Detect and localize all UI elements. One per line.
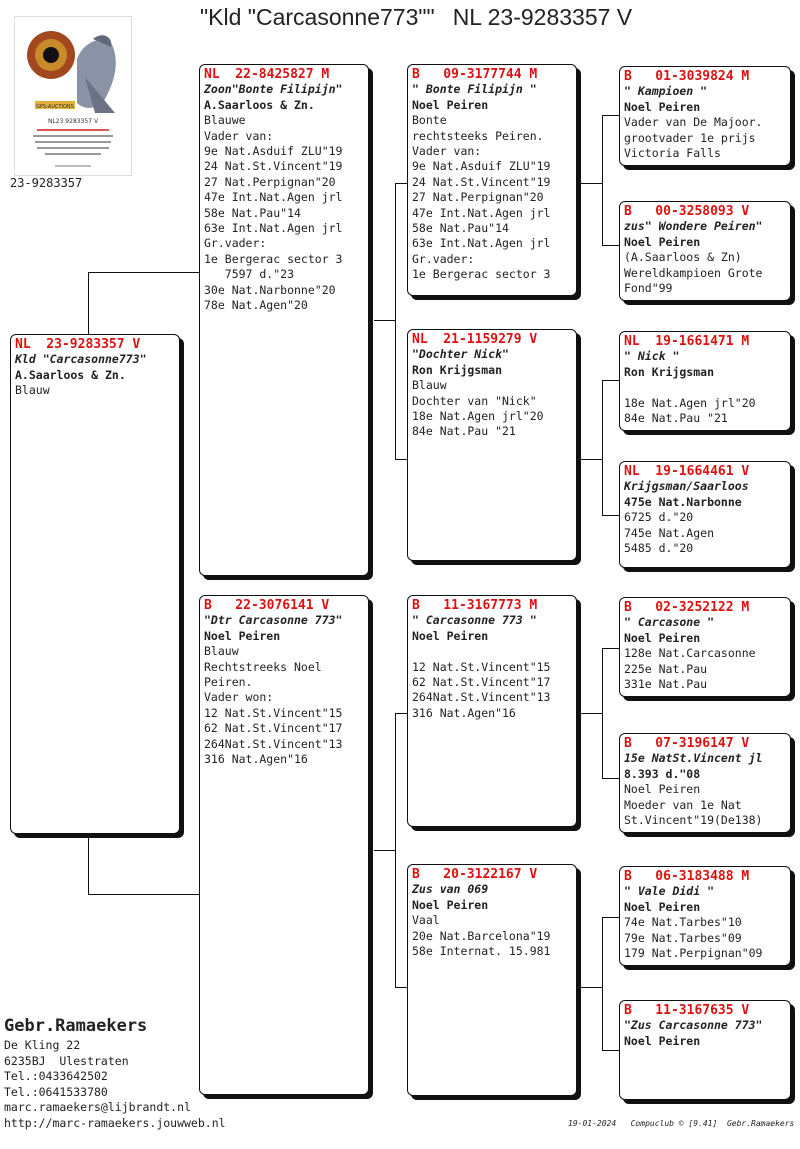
info-line: Fond"99 [624, 281, 673, 296]
breeder-contact [4, 1038, 226, 1132]
info-line: 745e Nat.Agen [624, 525, 715, 540]
info-line: 264Nat.St.Vincent"13 [204, 736, 343, 751]
info-line: 74e Nat.Tarbes"10 [624, 915, 742, 930]
phone-line: Tel.:0433642502 [4, 1069, 108, 1084]
pigeon-name: " Bonte Filipijn " [412, 82, 537, 97]
city-line: 6235BJ Ulestraten [4, 1053, 129, 1068]
info-line: 47e Int.Nat.Agen jrl [412, 205, 551, 220]
owner-name: Noel Peiren [412, 897, 489, 912]
info-line: 5485 d."20 [624, 541, 694, 556]
info-line: 264Nat.St.Vincent"13 [412, 690, 551, 705]
address-line: De Kling 22 [4, 1038, 81, 1052]
photo-caption: NL23 9283357 V [47, 118, 99, 125]
pigeon-name: zus" Wondere Peiren" [624, 219, 763, 234]
info-line [412, 644, 572, 659]
ring-number: NL 19-1664461 V [624, 464, 750, 479]
info-line [624, 380, 786, 395]
info-line: Vader van De Majoor. [624, 115, 763, 130]
info-line: 20e Nat.Barcelona"19 [412, 928, 551, 943]
pigeon-name: "Dochter Nick" [412, 347, 509, 362]
info-line: Vader van: [204, 128, 274, 143]
info-line: 47e Int.Nat.Agen jrl [204, 190, 343, 205]
owner-name: 8.393 d."08 [624, 766, 701, 781]
owner-name: 475e Nat.Narbonne [624, 494, 742, 509]
ring-number: B 09-3177744 M [412, 67, 538, 82]
info-line: 6725 d."20 [624, 510, 694, 525]
pedigree-card-fm[interactable] [407, 329, 577, 561]
ring-number: B 11-3167773 M [412, 598, 538, 613]
info-line: 128e Nat.Carcasonne [624, 646, 756, 661]
info-line: 63e Int.Nat.Agen jrl [412, 236, 551, 251]
info-line: Victoria Falls [624, 146, 721, 161]
info-line: Wereldkampioen Grote [624, 265, 763, 280]
info-line: 24 Nat.St.Vincent"19 [412, 174, 551, 189]
info-line: 79e Nat.Tarbes"09 [624, 930, 742, 945]
owner-name: Noel Peiren [624, 899, 701, 914]
pigeon-name: "Dtr Carcasonne 773" [204, 613, 343, 628]
pigeon-image [15, 17, 131, 175]
pedigree-card-mother[interactable] [199, 595, 369, 1095]
owner-name: Noel Peiren [204, 628, 281, 643]
info-line: 24 Nat.St.Vincent"19 [204, 159, 343, 174]
ring-number: B 11-3167635 V [624, 1003, 750, 1018]
pigeon-name: Zus van 069 [412, 882, 489, 897]
breeder-name: Gebr.Ramaekers [4, 1016, 148, 1036]
info-line: 84e Nat.Pau "21 [412, 424, 516, 439]
info-line: Blauw [412, 378, 447, 393]
info-line: Noel Peiren [624, 782, 701, 797]
pigeon-name: " Kampioen " [624, 84, 708, 99]
info-line: 225e Nat.Pau [624, 661, 708, 676]
owner-name: Noel Peiren [412, 628, 489, 643]
info-line: 1e Bergerac sector 3 [412, 267, 551, 282]
website-link[interactable]: http://marc-ramaekers.jouwweb.nl [4, 1115, 226, 1130]
ring-number: B 22-3076141 V [204, 598, 330, 613]
info-line: 62 Nat.St.Vincent"17 [204, 721, 343, 736]
info-line: 179 Nat.Perpignan"09 [624, 946, 763, 961]
info-line: 316 Nat.Agen"16 [412, 705, 516, 720]
pigeon-name: Kld "Carcasonne773" [15, 352, 147, 367]
info-line: Vaal [412, 913, 440, 928]
info-line: 12 Nat.St.Vincent"15 [412, 659, 551, 674]
pedigree-card-fff[interactable] [619, 66, 791, 166]
ring-number: B 02-3252122 M [624, 600, 750, 615]
pedigree-card-mf[interactable] [407, 595, 577, 827]
page-title [200, 4, 760, 31]
pigeon-name: 15e NatSt.Vincent jl [624, 751, 763, 766]
info-line: 63e Int.Nat.Agen jrl [204, 221, 343, 236]
pigeon-name: " Carcasone " [624, 615, 715, 630]
owner-name: Ron Krijgsman [412, 362, 503, 377]
info-line: Bonte [412, 113, 447, 128]
info-line: grootvader 1e prijs [624, 130, 756, 145]
pedigree-card-mff[interactable] [619, 597, 791, 697]
info-line: 27 Nat.Perpignan"20 [412, 190, 544, 205]
info-line: 58e Nat.Pau"14 [412, 221, 509, 236]
info-line: 78e Nat.Agen"20 [204, 298, 308, 313]
info-line: Blauwe [204, 113, 246, 128]
info-line: 18e Nat.Agen jrl"20 [412, 409, 544, 424]
pigeon-name: Zoon"Bonte Filipijn" [204, 82, 343, 97]
pedigree-card-mm[interactable] [407, 864, 577, 1096]
info-line: 30e Nat.Narbonne"20 [204, 282, 336, 297]
ring-number: B 00-3258093 V [624, 204, 750, 219]
ring-number: B 20-3122167 V [412, 867, 538, 882]
pedigree-card-father[interactable] [199, 64, 369, 576]
email-link[interactable]: marc.ramaekers@lijbrandt.nl [4, 1100, 191, 1115]
owner-name: Ron Krijgsman [624, 364, 715, 379]
info-line: 7597 d."23 [204, 267, 295, 282]
info-line: Blauw [204, 644, 239, 659]
pigeon-name: "Zus Carcasonne 773" [624, 1018, 763, 1033]
owner-name: Noel Peiren [624, 1033, 701, 1048]
info-line: St.Vincent"19(De138) [624, 813, 763, 828]
pedigree-card-mmm[interactable] [619, 1000, 791, 1100]
pigeon-photo [14, 16, 132, 176]
photo-ring-label: 23-9283357 [10, 176, 83, 190]
info-line: 12 Nat.St.Vincent"15 [204, 705, 343, 720]
info-line: 27 Nat.Perpignan"20 [204, 174, 336, 189]
pedigree-card-fmm[interactable] [619, 461, 791, 568]
ring-number: B 01-3039824 M [624, 69, 750, 84]
ring-number: NL 23-9283357 V [15, 337, 141, 352]
ring-number: NL 22-8425827 M [204, 67, 330, 82]
pedigree-card-ff[interactable] [407, 64, 577, 296]
info-line: 1e Bergerac sector 3 [204, 251, 343, 266]
info-line: 316 Nat.Agen"16 [204, 752, 308, 767]
ring-number: B 06-3183488 M [624, 869, 750, 884]
info-line: 62 Nat.St.Vincent"17 [412, 675, 551, 690]
info-line: 84e Nat.Pau "21 [624, 411, 728, 426]
info-line: Gr.vader: [412, 251, 475, 266]
info-line: Rechtstreeks Noel [204, 659, 322, 674]
pedigree-card-ffm[interactable] [619, 201, 791, 301]
pigeon-name: " Carcasonne 773 " [412, 613, 537, 628]
info-line: 9e Nat.Asduif ZLU"19 [412, 159, 551, 174]
owner-name: A.Saarloos & Zn. [204, 97, 315, 112]
info-line: 18e Nat.Agen jrl"20 [624, 395, 756, 410]
info-line: Peiren. [204, 675, 253, 690]
pedigree-card-fmf[interactable] [619, 331, 791, 431]
ring-number: B 07-3196147 V [624, 736, 750, 751]
info-line: 331e Nat.Pau [624, 677, 708, 692]
owner-name: Noel Peiren [412, 97, 489, 112]
info-line: 58e Internat. 15.981 [412, 944, 551, 959]
pigeon-name: " Vale Didi " [624, 884, 715, 899]
pigeon-name: " Nick " [624, 349, 680, 364]
title-ring: NL 23-9283357 V [452, 4, 633, 30]
pedigree-card-mfm[interactable] [619, 733, 791, 833]
pedigree-card-mmf[interactable] [619, 866, 791, 966]
owner-name: Noel Peiren [624, 630, 701, 645]
ring-number: NL 21-1159279 V [412, 332, 538, 347]
info-line: 58e Nat.Pau"14 [204, 205, 301, 220]
info-line: Moeder van 1e Nat [624, 797, 742, 812]
owner-name: Noel Peiren [624, 99, 701, 114]
info-line: Dochter van "Nick" [412, 393, 537, 408]
info-line: Blauw [15, 383, 50, 398]
print-stamp: 19-01-2024 Compuclub © [9.41] Gebr.Ramaekers [568, 1119, 795, 1128]
ring-number: NL 19-1661471 M [624, 334, 750, 349]
brand-text: GPS-AUCTIONS [36, 104, 74, 110]
owner-name: Noel Peiren [624, 234, 701, 249]
title-name: "Kld "Carcasonne773"" [200, 4, 435, 30]
info-line: Vader van: [412, 144, 482, 159]
info-line: (A.Saarloos & Zn) [624, 250, 742, 265]
pedigree-card-subject[interactable] [10, 334, 180, 834]
mobile-line: Tel.:0641533780 [4, 1084, 108, 1099]
pigeon-name: Krijgsman/Saarloos [624, 479, 749, 494]
owner-name: A.Saarloos & Zn. [15, 367, 126, 382]
info-line: 9e Nat.Asduif ZLU"19 [204, 144, 343, 159]
info-line: Vader won: [204, 690, 274, 705]
info-line: Gr.vader: [204, 236, 267, 251]
info-line: rechtsteeks Peiren. [412, 128, 544, 143]
